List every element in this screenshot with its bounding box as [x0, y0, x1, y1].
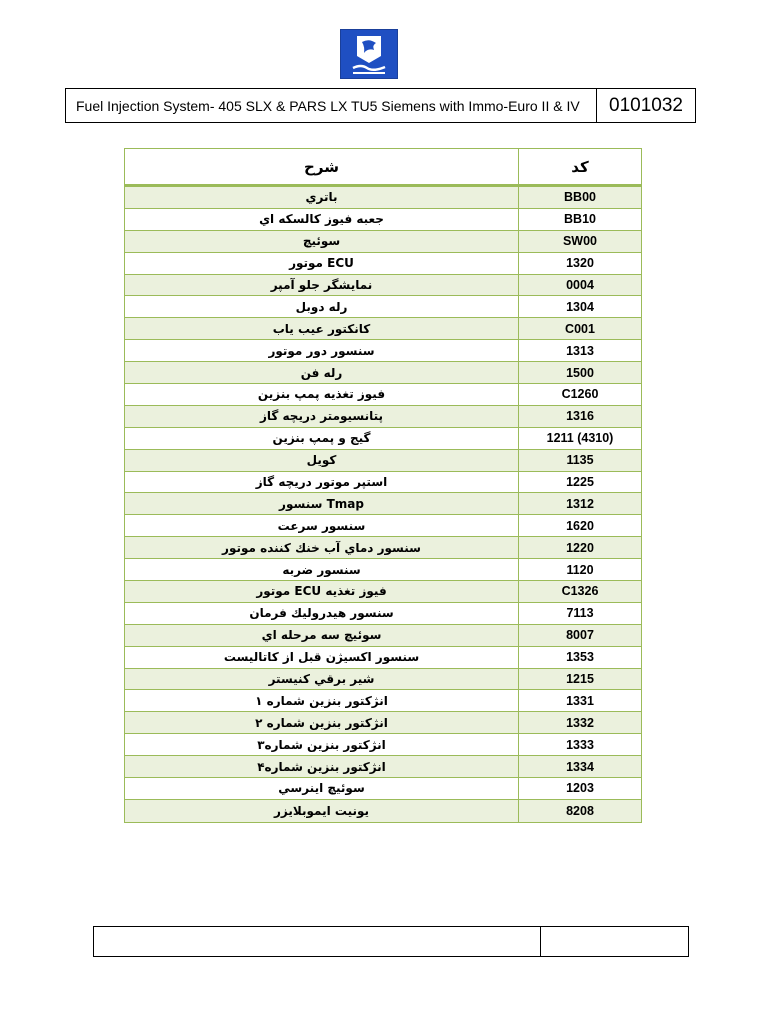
table-row: [125, 209, 641, 231]
table-row: [125, 450, 641, 472]
table-body: [125, 187, 641, 822]
document-code: 0101032: [609, 94, 683, 116]
row-code: 7113: [566, 606, 594, 621]
table-row: [125, 734, 641, 756]
row-description: رله دوبل: [125, 296, 519, 317]
row-code: 1225: [566, 475, 594, 490]
table-row: [125, 603, 641, 625]
row-description: سنسور سرعت: [125, 515, 519, 536]
table-row: [125, 187, 641, 209]
table-header: [125, 149, 641, 187]
row-description: Tmap سنسور: [125, 493, 519, 514]
table-row: [125, 647, 641, 669]
table-row: [125, 778, 641, 800]
table-row: [125, 231, 641, 253]
table-row: [125, 472, 641, 494]
row-code: 1211 (4310): [546, 431, 614, 446]
document-footer: [93, 926, 689, 957]
row-code: 1312: [566, 496, 594, 511]
row-code: 0004: [566, 278, 594, 292]
row-code: 1313: [566, 343, 594, 358]
row-code: 1620: [566, 518, 594, 533]
row-description: گيج و پمپ بنزين: [125, 428, 519, 449]
row-description: پتانسيومتر دريچه گاز: [125, 406, 519, 427]
table-row: [125, 669, 641, 691]
row-description: انژكتور بنزين شماره۴: [125, 756, 519, 777]
table-row: [125, 428, 641, 450]
row-code: BB10: [564, 212, 596, 227]
row-code: C1326: [561, 584, 599, 599]
row-description: سنسور دماي آب خنك كننده موتور: [125, 537, 519, 558]
row-description: كانكتور عيب ياب: [125, 318, 519, 339]
row-code: 1215: [566, 672, 594, 687]
table-row: [125, 340, 641, 362]
row-code: 1500: [566, 365, 594, 380]
footer-cell-right: [541, 927, 688, 956]
row-code: 1334: [566, 759, 594, 774]
row-description: سوئيچ: [125, 231, 519, 252]
row-code: 1320: [566, 256, 594, 271]
row-description: ECU موتور: [125, 253, 519, 274]
table-row: [125, 581, 641, 603]
table-row: [125, 275, 641, 297]
table-row: [125, 493, 641, 515]
column-header-description: شرح: [125, 149, 519, 184]
row-description: رله فن: [125, 362, 519, 383]
row-description: سنسور ضربه: [125, 559, 519, 580]
table-row: [125, 296, 641, 318]
row-description: سنسور اكسيژن قبل از كاتاليست: [125, 647, 519, 668]
row-code: 1120: [566, 562, 594, 577]
row-description: انژكتور بنزين شماره ۱: [125, 690, 519, 711]
row-description: فيوز تغذيه پمپ بنزين: [125, 384, 519, 405]
lion-emblem-icon: [341, 30, 397, 78]
table-row: [125, 712, 641, 734]
row-description: سنسور دور موتور: [125, 340, 519, 361]
table-row: [125, 318, 641, 340]
row-code: 8007: [566, 628, 594, 643]
row-description: انژكتور بنزين شماره ۲: [125, 712, 519, 733]
table-row: [125, 800, 641, 822]
row-description: فيوز تغذيه ECU موتور: [125, 581, 519, 602]
table-row: [125, 515, 641, 537]
row-code: 1316: [566, 409, 594, 424]
row-description: جعبه فيوز كالسكه اي: [125, 209, 519, 230]
footer-cell-left: [94, 927, 541, 956]
row-description: سنسور هيدروليك فرمان: [125, 603, 519, 624]
company-logo: [340, 29, 398, 79]
row-description: شير برقي كنيستر: [125, 669, 519, 690]
row-code: 1353: [566, 650, 594, 665]
table-row: [125, 253, 641, 275]
row-description: سوئيچ سه مرحله اي: [125, 625, 519, 646]
row-code: 1135: [566, 453, 594, 468]
component-code-table: [124, 148, 642, 823]
document-header: [65, 88, 696, 123]
table-row: [125, 559, 641, 581]
row-code: 1331: [566, 693, 594, 708]
table-row: [125, 362, 641, 384]
row-code: C1260: [561, 387, 599, 402]
table-row: [125, 690, 641, 712]
row-code: 1220: [566, 540, 594, 555]
table-row: [125, 756, 641, 778]
table-row: [125, 406, 641, 428]
row-code: SW00: [562, 234, 598, 249]
column-header-code: کد: [571, 157, 589, 176]
row-description: كويل: [125, 450, 519, 471]
row-code: 1333: [566, 737, 594, 752]
row-description: يونيت ايموبلايزر: [125, 800, 519, 822]
row-description: باتري: [125, 187, 519, 208]
row-description: نمايشگر جلو آمپر: [125, 275, 519, 296]
row-description: سوئيچ اينرسي: [125, 778, 519, 799]
row-code: C001: [565, 321, 595, 336]
row-code: 8208: [566, 803, 594, 818]
row-description: استپر موتور دريچه گاز: [125, 472, 519, 493]
table-row: [125, 625, 641, 647]
table-row: [125, 537, 641, 559]
row-code: 1332: [566, 715, 594, 730]
row-code: 1203: [566, 781, 594, 796]
row-description: انژكتور بنزين شماره۳: [125, 734, 519, 755]
document-title: Fuel Injection System- 405 SLX & PARS LX TU5 Siemens with Immo-Euro II & IV: [66, 89, 597, 122]
table-row: [125, 384, 641, 406]
row-code: BB00: [564, 190, 596, 205]
row-code: 1304: [566, 299, 594, 314]
